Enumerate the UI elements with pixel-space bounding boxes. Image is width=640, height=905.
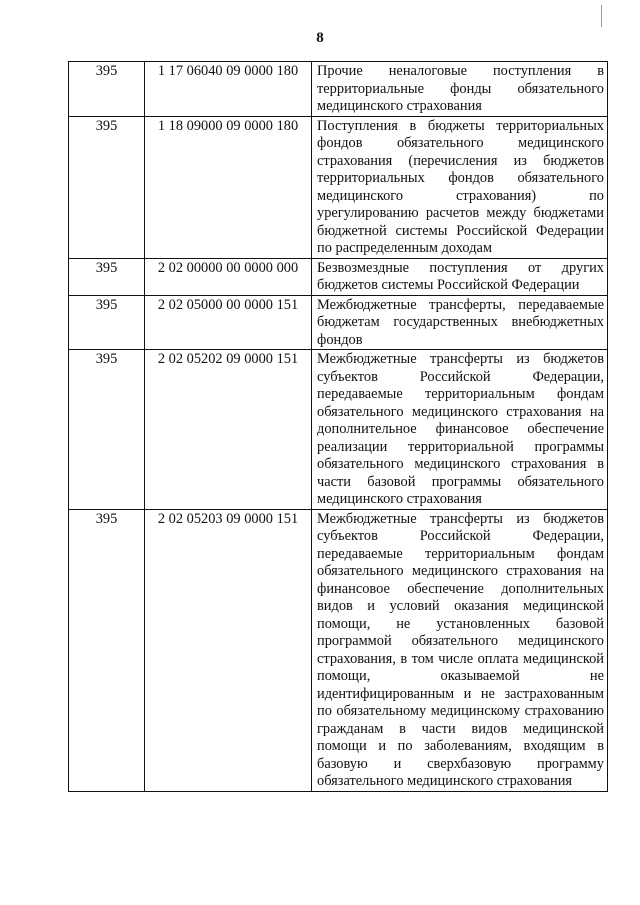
income-name-cell	[312, 62, 608, 117]
income-name-text: Межбюджетные трансферты из бюджетов субъектов Российской Федерации, передаваемые территориальным фондам обязательного медицинского страхования на дополнительное финансовое обеспечение реализации территориальной программы обязательного медицинского страхования в части базовой программы обязательного медицинского страхования	[317, 351, 604, 507]
table-row	[69, 295, 608, 350]
admin-code-text: 395	[95, 117, 118, 134]
income-name-cell	[312, 295, 608, 350]
budget-classification-table	[68, 61, 608, 792]
income-name-cell	[312, 258, 608, 295]
budget-code-text: 2 02 05203 09 0000 151	[157, 510, 299, 527]
budget-code-text: 2 02 05202 09 0000 151	[157, 351, 299, 367]
page-number: 8	[316, 30, 324, 46]
admin-code-text: 395	[95, 63, 118, 79]
table-row	[69, 258, 608, 295]
table-row	[69, 62, 608, 117]
table-row	[69, 350, 608, 510]
income-name-cell	[312, 509, 608, 791]
table-row	[69, 509, 608, 791]
admin-code-text: 395	[95, 259, 118, 276]
admin-code-cell	[69, 116, 145, 258]
budget-code-cell	[145, 116, 312, 258]
admin-code-cell	[69, 350, 145, 510]
budget-code-text: 1 18 09000 09 0000 180	[157, 117, 299, 134]
budget-code-cell	[145, 350, 312, 510]
scan-margin-mark	[601, 5, 602, 27]
budget-code-cell	[145, 62, 312, 117]
income-name-text: Поступления в бюджеты территориальных фондов обязательного медицинского страхования (перечисления из бюджетов территориальных фондов обязательного медицинского страхования) по урегулированию расчетов между бюджетами бюджетной системы Российской Федерации по распределенным доходам	[317, 117, 604, 256]
admin-code-cell	[69, 62, 145, 117]
budget-code-text: 2 02 00000 00 0000 000	[157, 259, 299, 276]
income-name-cell	[312, 116, 608, 258]
income-name-text: Прочие неналоговые поступления в территориальные фонды обязательного медицинского страхования	[317, 63, 604, 114]
budget-code-cell	[145, 509, 312, 791]
income-name-text: Межбюджетные трансферты из бюджетов субъектов Российской Федерации, передаваемые территориальным фондам обязательного медицинского страхования на финансовое обеспечение дополнительных видов и условий оказания медицинской помощи, не установленных базовой программой обязательного медицинского страхования, в том числе оплата медицинской помощи, оказываемой не идентифицированным и не застрахованным по обязательному медицинскому страхованию гражданам в части видов медицинской помощи и по заболеваниям, входящим в базовую и сверхбазовую программу обязательного медицинского страхования	[317, 510, 604, 789]
budget-code-cell	[145, 258, 312, 295]
budget-code-text: 2 02 05000 00 0000 151	[157, 296, 299, 313]
admin-code-text: 395	[95, 510, 118, 527]
income-name-text: Безвозмездные поступления от других бюджетов системы Российской Федерации	[317, 259, 604, 293]
income-name-cell	[312, 350, 608, 510]
admin-code-cell	[69, 295, 145, 350]
table-row	[69, 116, 608, 258]
budget-code-cell	[145, 295, 312, 350]
admin-code-text: 395	[95, 296, 118, 313]
income-name-text: Межбюджетные трансферты, передаваемые бюджетам государственных внебюджетных фондов	[317, 296, 604, 348]
admin-code-cell	[69, 509, 145, 791]
budget-code-text: 1 17 06040 09 0000 180	[157, 63, 299, 79]
admin-code-text: 395	[95, 351, 118, 367]
admin-code-cell	[69, 258, 145, 295]
